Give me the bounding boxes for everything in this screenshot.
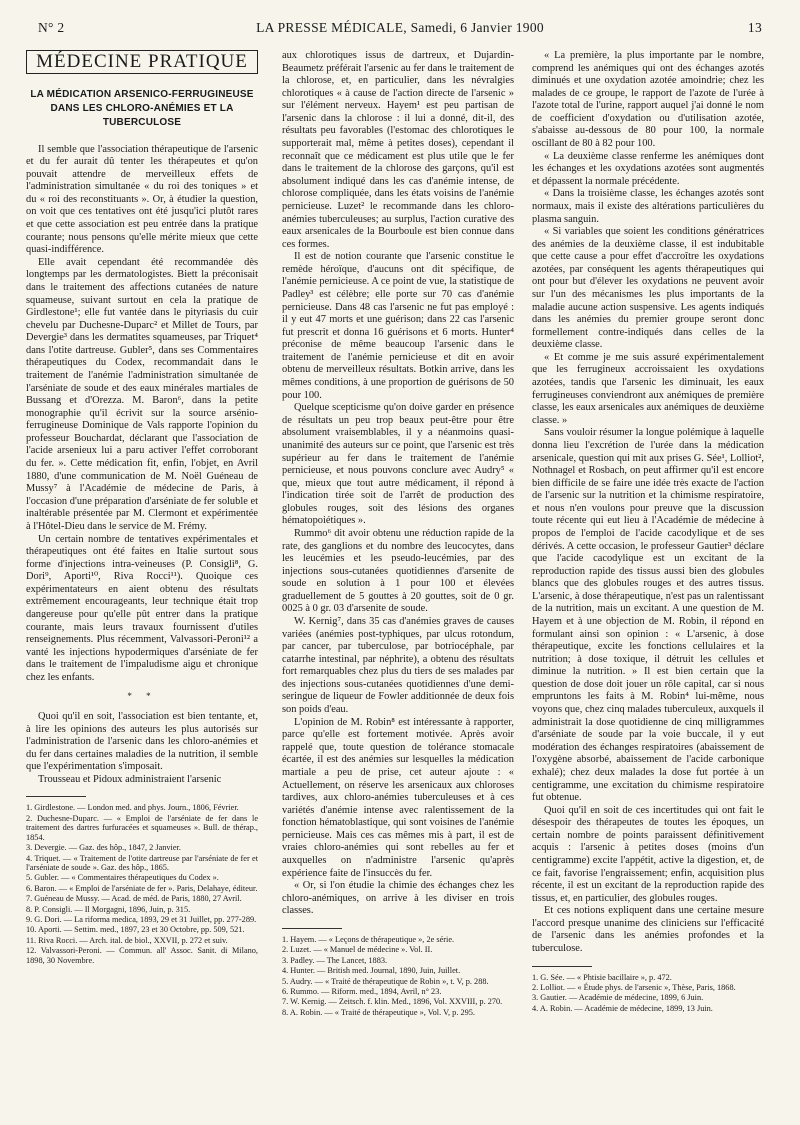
- footnote: 5. Audry. — « Traité de thérapeutique de Robin », t. V, p. 288.: [282, 976, 489, 986]
- paragraph: Il est de notion courante que l'arsenic constitue le remède héroïque, d'aucuns ont dit spécifique, de l'anémie pernicieuse. A ce point de vue, la statistique de Padley³ est célèbre; elle porte sur 70 cas d'anémie pernicieuse. Dans 48 cas l'arsenic ne fut pas employé : il y eut 47 morts et une guérison; dans 22 cas l'arsenic fut prescrit et donna 16 guérisons et 6 morts. Hunter⁴ préconise de même beaucoup l'arsenic dans le traitement de l'anémie pernicieuse et dit en avoir obtenu de merveilleux résultats. Botkin arrive, dans les mêmes conditions, à une proportion de guérisons de 50 pour 100.: [282, 251, 514, 401]
- footnote: 2. Duchesne-Duparc. — « Emploi de l'arséniate de fer dans le traitement des dartres furfuracées et squameuses ». Bull. de thérap., 1854.: [26, 813, 258, 842]
- footnote-rule: [26, 796, 86, 797]
- column-1: [26, 50, 258, 1118]
- paragraph: W. Kernig⁷, dans 35 cas d'anémies graves de causes variées (anémies post-typhiques, par ulcus rotondum, par cancer, par tuberculose, par botriocéphale, par catarrhe intestinal, par néphrite), a obtenu des résultats fort remarquables chez plus du tiers de ses malades par des injections sous-cutanées quotidiennes d'une demi-seringue de liqueur de Fowler additionnée de deux fois son poids d'eau.: [282, 616, 514, 716]
- footnote: 7. W. Kernig. — Zeitsch. f. klin. Med., 1896, Vol. XXVIII, p. 270.: [282, 997, 503, 1007]
- paragraph: L'opinion de M. Robin⁸ est intéressante à rapporter, parce qu'elle est fortement motivée. Après avoir rappelé que, toute question de tolérance stomacale écartée, il est des anémies sur lesquelles la médication martiale a peu de prise, cet auteur ajoute : « Actuellement, on réserve les arsenicaux aux chloroses tardives, aux chloro-anémies tuberculeuses et à ces variétés d'anémie intense avec ralentissement de la fonction hématoblastique, qui sont voisines de l'anémie pernicieuse. Mais ces cas mêmes mis à part, il est de vraies chloro-anémies qui sont rebelles au fer et auxquelles on n'administre l'arsenic qu'après expérience faite de l'insuccès du fer.: [282, 716, 514, 879]
- paragraph: « Dans la troisième classe, les échanges azotés sont normaux, mais il existe des altérations particulières du plasma sanguin.: [532, 188, 764, 225]
- paragraph: « La deuxième classe renferme les anémiques dont les échanges et les oxydations azotées sont augmentés et dépassent la normale précédente.: [532, 150, 764, 187]
- paragraph: Elle avait cependant été recommandée dès longtemps par les dermatologistes. Biett la préconisait dans le traitement des affections cutanées de nature squameuse, suivant surtout en cela la pratique de Girdlestone¹; elle fut vantée dans le pityriasis du cuir chevelu par Duchesne-Duparc² et Millet de Tours, par Devergie³ dans les dermatites squameuses, par Triquet⁴ dans l'otite dartreuse. Gubler⁵, dans ses Commentaires thérapeutiques du Codex, recommandait dans le traitement de l'anémie l'administration simultanée de l'arséniate de soude et des eaux minérales martiales de Bussang et d'Orezza. M. Baron⁶, dans la petite monographie qu'il écrivit sur la source arsénio-ferrugineuse Dominique de Vals rapporte l'opinion du professeur Bouchardat, déclarant que l'association de l'acide arsenieux lui a paru activer l'effet corroborant du fer. ». Cette médication fit, enfin, l'objet, en Avril 1880, d'une communication de M. Noël Guéneau de Mussy⁷ à l'Académie de médecine de Paris, à l'occasion d'une préparation d'arséniate de fer soluble et inaltérable présentée par M. Clermont et expérimentée à l'Hôtel-Dieu dans le service de M. Frémy.: [26, 256, 258, 532]
- footnote: 4. Triquet. — « Traitement de l'otite dartreuse par l'arséniate de fer et l'arséniate de soude ». Gaz. des hôp., 1865.: [26, 853, 258, 872]
- paragraph: Un certain nombre de tentatives expérimentales et thérapeutiques ont été faites en Italie surtout sous forme d'injections intra-veineuses (P. Consigli⁸, G. Dori⁹, Aporti¹⁰, Riva Rocci¹¹). Quoique ces expérimentateurs en aient obtenu des résultats extrêmement encourageants, leur technique était trop dangereuse pour qu'elle pût entrer dans la pratique courante, mais leurs travaux fournissent d'utiles renseignements. Plus récemment, Valvassori-Peroni¹² a vanté les injections hypodermiques d'arséniate de fer dans le traitement de l'impaludisme aigu et chronique chez les enfants.: [26, 533, 258, 683]
- section-separator: * *: [127, 691, 157, 702]
- paragraph: « Or, si l'on étudie la chimie des échanges chez les chloro-anémiques, on arrive à les diviser en trois classes.: [282, 880, 514, 917]
- paragraph: Sans vouloir résumer la longue polémique à laquelle donna lieu l'excrétion de l'urée dans la médication arsenicale, question qui mit aux prises G. Sée¹, Lolliot², Nothnagel et Rosbach, on peut affirmer qu'il est encore bien difficile de se faire une idée très exacte de l'action de l'arsenic sur la nutrition et la chimisme respiratoire, et nous n'en voulons pour preuve que la discussion toute récente qui eut lieu à l'Académie de médecine à propos de l'emploi de l'acide cacodylique et de ses dérivés. A cette occasion, le professeur Gautier³ déclare que l'acide cacodylique est un excitant de la reproduction rapide des tissus aussi bien des globules blancs que des globules rouges et des autres tissus. L'arsenic, à dose thérapeutique, n'est pas un ralentissant de la nutrition, mais un excitant. A une question de M. Hayem et à une objection de M. Robin, il répond en formulant ainsi son opinion : « L'arsenic, à dose thérapeutique, excite les fonctions cellulaires et la nutrition; à dose toxique, il détruit les cellules et diminue la nutrition. » Il est bien certain que la question de dose doit jouer un rôle capital, car si nous empruntons les faits à M. Robin⁴ lui-même, nous voyons que, chez cinq malades tuberculeux, auxquels il administrait la dose quotidienne de cinq milligrammes d'arséniate de soude par la voie buccale, il y eut modération des échanges respiratoires (abaissement de l'oxygène absorbé, abaissement de l'acide carbonique exhalé); chez deux malades la dose fut portée à un centigramme, une excitation du chimisme respiratoire fut obtenue.: [532, 427, 764, 804]
- footnote: 2. Luzet. — « Manuel de médecine ». Vol. II.: [282, 945, 433, 955]
- footnote: 6. Rummo. — Riform. med., 1894, Avril, n° 23.: [282, 986, 442, 996]
- journal-running-head: LA PRESSE MÉDICALE, Samedi, 6 Janvier 1900: [256, 20, 544, 35]
- paragraph: Trousseau et Pidoux administraient l'arsenic: [38, 773, 222, 785]
- footnote: 10. Aporti. — Settim. med., 1897, 23 et 30 Octobre, pp. 509, 521.: [26, 925, 245, 935]
- article-title: LA MÉDICATION ARSENICO-FERRUGINEUSE DANS LES CHLORO-ANÉMIES ET LA TUBERCULOSE: [30, 88, 254, 128]
- footnotes: [282, 935, 514, 1017]
- footnote: 1. Hayem. — « Leçons de thérapeutique », 2e série.: [282, 934, 455, 944]
- footnote: 5. Gubler. — « Commentaires thérapeutiques du Codex ».: [26, 873, 219, 883]
- footnote-rule: [282, 928, 342, 929]
- paragraph: Il semble que l'association thérapeutique de l'arsenic et du fer aurait dû tenter les thérapeutes et qu'on pouvait attendre de merveilleux effets de l'administration simultanée « du roi des toniques » et du « roi des reconstituants ». Or, à étudier la question, on voit que ces tentatives ont été jusqu'ici plutôt rares et que cette association est peu entrée dans la pratique courante; nous pensons qu'elle mérite mieux que cette quasi-indifférence.: [26, 143, 258, 256]
- footnote: 9. G. Dori. — La riforma medica, 1893, 29 et 31 Juillet, pp. 277-289.: [26, 914, 257, 924]
- footnote: 8. A. Robin. — « Traité de thérapeutique », Vol. V, p. 295.: [282, 1007, 475, 1017]
- page-number-right: 13: [747, 20, 762, 35]
- section-title: MÉDECINE PRATIQUE: [26, 50, 258, 74]
- paragraph: « Et comme je me suis assuré expérimentalement que les ferrugineux accroissaient les oxydations azotées, tandis que l'arsenic les diminuait, les eaux ferrugineuses conviendront aux anémiques de première classe, les eaux arsenicales aux anémiques de deuxième classe. »: [532, 351, 764, 426]
- paragraph: Rummo⁶ dit avoir obtenu une réduction rapide de la rate, des ganglions et du nombre des leucocytes, dans les leucémies et les pseudo-leucémies, par des injections sous-cutanées quotidiennes d'arsenite de soude en solution à 1 pour 100 et élevées graduellement de 5 gouttes à 20 gouttes, soit de 0 gr. 0025 à 0 gr. 03 d'arsenite de soude.: [282, 527, 514, 615]
- footnotes: [532, 973, 764, 1014]
- paragraph: Quelque scepticisme qu'on doive garder en présence de résultats un peu trop beaux peut-être pour être absolument vraisemblables, il y a néanmoins quasi-unanimité des auteurs sur ce point, que l'arsenic est très supérieur au fer dans le traitement de l'anémie pernicieuse, et nous pouvons conclure avec Audry⁵ « que, mieux que tout autre médicament, il répond à l'indication tirée soit de l'arrêt de production des globules rouges, soit des lésions des organes hématopoiétiques ».: [282, 402, 514, 527]
- paragraph: Et ces notions expliquent dans une certaine mesure l'accord presque unanime des cliniciens sur l'efficacité de l'arsenic dans les anémies profondes et la tuberculose.: [532, 905, 764, 955]
- footnote: 4. A. Robin. — Académie de médecine, 1899, 13 Juin.: [532, 1003, 713, 1013]
- footnote: 1. Girdlestone. — London med. and phys. Journ., 1806, Février.: [26, 803, 239, 813]
- footnote: 8. P. Consigli. — Il Morgagni, 1896, Juin, p. 315.: [26, 904, 191, 914]
- paragraph: Quoi qu'il en soit, l'association est bien tentante, et, à lire les opinions des auteurs les plus autorisés sur l'administration de l'arsenic dans les chloro-anémies et du fer dans certaines maladies de la nutrition, il semble que l'expérimentation s'imposait.: [26, 711, 258, 773]
- paragraph: « Si variables que soient les conditions génératrices des anémies de la deuxième classe, il est indubitable que cette cause a pour effet d'accroître les oxydations azotées, par conséquent les agents thérapeutiques qui ont pour but d'élever les oxydations ne peuvent avoir sur l'un des mécanismes les plus importants de la maladie aucune action suspensive. Les agents indiqués dans les anémies du premier groupe seront donc formellement contre-indiqués dans celles de la deuxième classe.: [532, 226, 764, 351]
- footnote: 1. G. Sée. — « Phtisie bacillaire », p. 472.: [532, 972, 672, 982]
- paragraph: Quoi qu'il en soit de ces incertitudes qui ont fait le désespoir des thérapeutes de toutes les époques, un certain nombre de points paraissent définitivement acquis : l'arsenic à petites doses (moins d'un centigramme) excite l'appétit, active la digestion, et, de ce fait, favorise l'engraissement; enfin, acquisition plus récente, il est un excitant de la reproduction rapide des tissus, et, en particulier, des globules rouges.: [532, 804, 764, 904]
- paragraph: aux chlorotiques issus de dartreux, et Dujardin-Beaumetz préférait l'arsenic au fer dans le traitement de la chlorose, et, en particulier, dans les névralgies chlorotiques « à cause de l'action directe de l'arsenic » sur l'élément nerveux. Hayem¹ est peu partisan de l'arsenic dans la chlorose : il lui a donné, dit-il, des résultats peu favorables (l'estomac des chlorotiques le supporterait mal, même à petites doses), cependant il reconnaît que ce médicament est plus utile que le fer dans le traitement de la chlorose des garçons, qu'il est absolument indiqué dans les cas d'anémie intense, de chlorose compliquée, dans les états voisins de l'anémie pernicieuse. Luzet² le recommande dans les chloro-anémies tuberculeuses; au surplus, l'action curative des eaux arsenicales de la Bourboule est bien connue dans ces formes.: [282, 50, 514, 250]
- footnote: 3. Devergie. — Gaz. des hôp., 1847, 2 Janvier.: [26, 843, 181, 853]
- footnote: 12. Valvassori-Peroni. — Commun. all' Assoc. Sanit. di Milano, 1898, 30 Novembre.: [26, 946, 258, 965]
- column-3: [532, 50, 764, 1118]
- footnotes: [26, 803, 258, 965]
- footnote: 3. Padley. — The Lancet, 1883.: [282, 955, 388, 965]
- footnote: 7. Guéneau de Mussy. — Acad. de méd. de Paris, 1880, 27 Avril.: [26, 894, 242, 904]
- footnote-rule: [532, 966, 592, 967]
- footnote: 4. Hunter. — British med. Journal, 1890, Juin, Juillet.: [282, 966, 461, 976]
- footnote: 3. Gautier. — Académie de médecine, 1899, 6 Juin.: [532, 993, 704, 1003]
- footnote: 2. Lolliot. — « Étude phys. de l'arsenic », Thèse, Paris, 1868.: [532, 983, 736, 993]
- footnote: 6. Baron. — « Emploi de l'arséniate de fer ». Paris, Delahaye, éditeur.: [26, 883, 258, 893]
- footnote: 11. Riva Rocci. — Arch. ital. de biol., XXVII, p. 272 et suiv.: [26, 935, 228, 945]
- page-number-left: N° 2: [38, 20, 65, 35]
- paragraph: « La première, la plus importante par le nombre, comprend les anémiques qui ont des échanges azotés diminués et une oxydation azotée amoindrie; chez les malades de ce groupe, le rapport de l'azote de l'urée à l'azote total de l'urine, rapport auquel j'ai donné le nom de coefficient d'oxydation ou d'utilisation azotée, s'abaisse au-dessous de 80 pour 100, la normale oscillant de 80 à 82 pour 100.: [532, 50, 764, 150]
- column-2: [282, 50, 514, 1118]
- page-header: [38, 20, 762, 42]
